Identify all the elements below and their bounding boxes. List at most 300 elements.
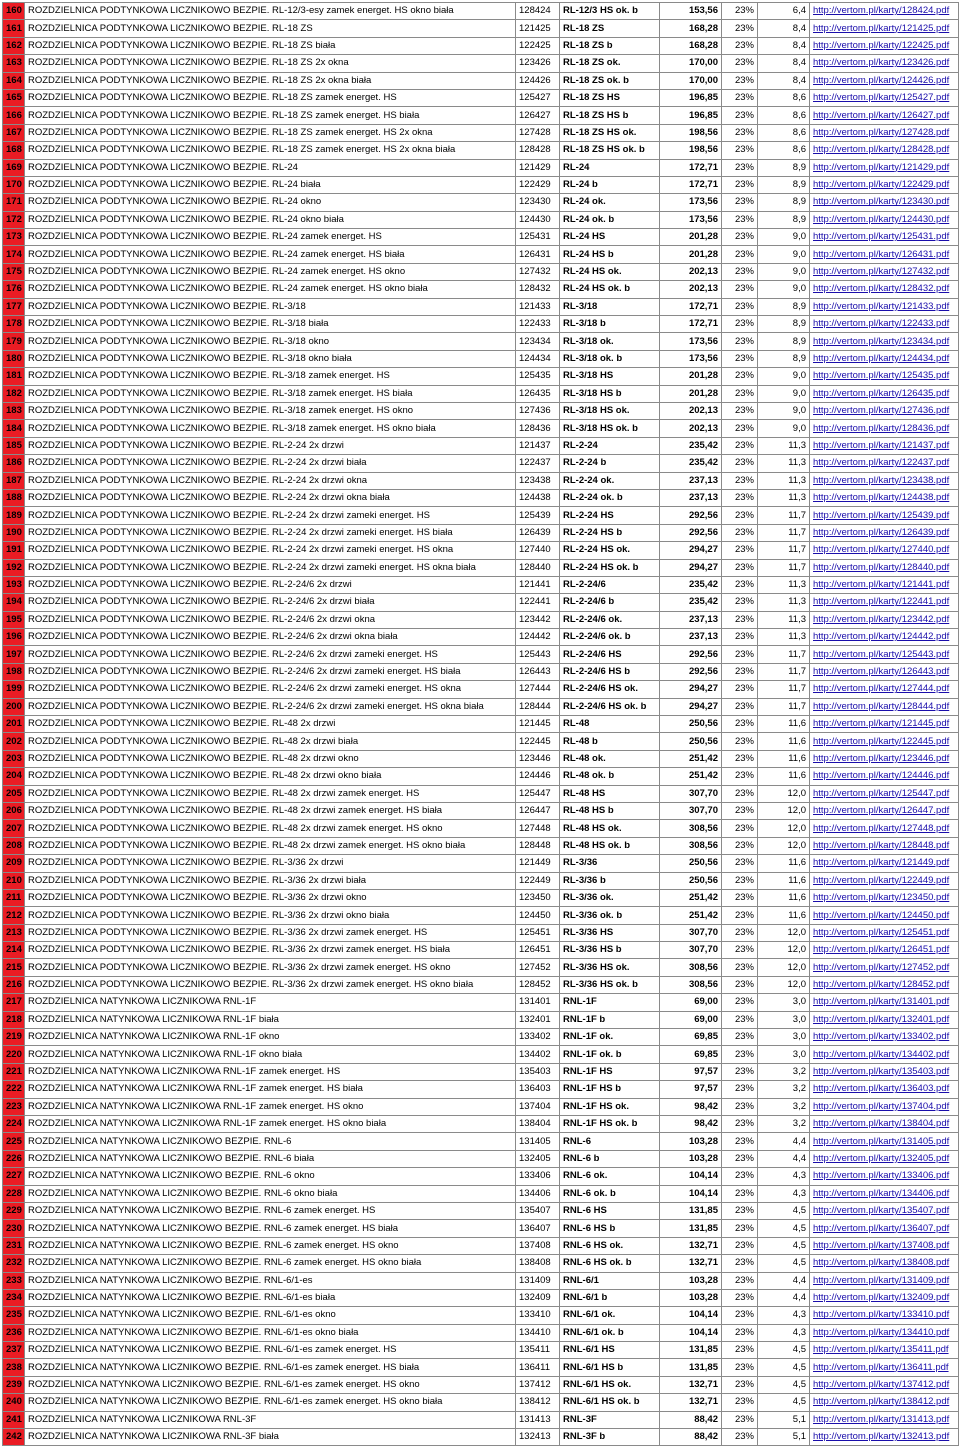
datasheet-link[interactable]: http://vertom.pl/karty/125435.pdf bbox=[810, 368, 959, 385]
product-price: 104,14 bbox=[660, 1185, 722, 1202]
datasheet-link[interactable]: http://vertom.pl/karty/123438.pdf bbox=[810, 472, 959, 489]
product-index: 122437 bbox=[516, 455, 560, 472]
vat-rate: 23% bbox=[722, 1289, 758, 1306]
datasheet-link[interactable]: http://vertom.pl/karty/133402.pdf bbox=[810, 1029, 959, 1046]
row-number: 201 bbox=[3, 716, 25, 733]
product-name: ROZDZIELNICA PODTYNKOWA LICZNIKOWO BEZPIE. RL-48 2x drzwi bbox=[25, 716, 516, 733]
vat-rate: 23% bbox=[722, 663, 758, 680]
product-code: RNL-6 ok. bbox=[560, 1168, 660, 1185]
datasheet-link[interactable]: http://vertom.pl/karty/126439.pdf bbox=[810, 524, 959, 541]
table-row bbox=[3, 820, 959, 837]
product-name: ROZDZIELNICA NATYNKOWA LICZNIKOWO BEZPIE. RNL-6 zamek energet. HS okno bbox=[25, 1237, 516, 1254]
product-index: 135407 bbox=[516, 1202, 560, 1219]
product-index: 127452 bbox=[516, 959, 560, 976]
product-code: RL-48 bbox=[560, 716, 660, 733]
product-price: 201,28 bbox=[660, 368, 722, 385]
vat-rate: 23% bbox=[722, 907, 758, 924]
product-code: RNL-6 bbox=[560, 1133, 660, 1150]
table-row bbox=[3, 750, 959, 767]
product-weight: 5,1 bbox=[758, 1411, 810, 1428]
datasheet-link[interactable]: http://vertom.pl/karty/126443.pdf bbox=[810, 663, 959, 680]
datasheet-link[interactable]: http://vertom.pl/karty/137412.pdf bbox=[810, 1376, 959, 1393]
product-weight: 11,7 bbox=[758, 542, 810, 559]
product-price: 251,42 bbox=[660, 750, 722, 767]
product-code: RL-2-24/6 HS ok. b bbox=[560, 698, 660, 715]
datasheet-link[interactable]: http://vertom.pl/karty/134406.pdf bbox=[810, 1185, 959, 1202]
product-weight: 12,0 bbox=[758, 959, 810, 976]
product-index: 124450 bbox=[516, 907, 560, 924]
product-code: RL-24 HS b bbox=[560, 246, 660, 263]
row-number: 174 bbox=[3, 246, 25, 263]
datasheet-link[interactable]: http://vertom.pl/karty/131409.pdf bbox=[810, 1272, 959, 1289]
table-row bbox=[3, 72, 959, 89]
product-index: 127444 bbox=[516, 681, 560, 698]
product-index: 135403 bbox=[516, 1063, 560, 1080]
product-price: 235,42 bbox=[660, 455, 722, 472]
product-name: ROZDZIELNICA NATYNKOWA LICZNIKOWA RNL-3F bbox=[25, 1411, 516, 1428]
product-index: 132401 bbox=[516, 1011, 560, 1028]
row-number: 200 bbox=[3, 698, 25, 715]
product-weight: 8,6 bbox=[758, 89, 810, 106]
vat-rate: 23% bbox=[722, 1150, 758, 1167]
row-number: 185 bbox=[3, 437, 25, 454]
datasheet-link[interactable]: http://vertom.pl/karty/125439.pdf bbox=[810, 507, 959, 524]
row-number: 224 bbox=[3, 1116, 25, 1133]
table-row bbox=[3, 1011, 959, 1028]
product-name: ROZDZIELNICA PODTYNKOWA LICZNIKOWO BEZPIE. RL-3/36 2x drzwi okno bbox=[25, 889, 516, 906]
table-row bbox=[3, 698, 959, 715]
table-row bbox=[3, 1029, 959, 1046]
row-number: 182 bbox=[3, 385, 25, 402]
datasheet-link[interactable]: http://vertom.pl/karty/135411.pdf bbox=[810, 1342, 959, 1359]
datasheet-link[interactable]: http://vertom.pl/karty/127448.pdf bbox=[810, 820, 959, 837]
datasheet-link[interactable]: http://vertom.pl/karty/128428.pdf bbox=[810, 142, 959, 159]
row-number: 204 bbox=[3, 768, 25, 785]
product-name: ROZDZIELNICA PODTYNKOWA LICZNIKOWO BEZPIE. RL-2-24/6 2x drzwi okna bbox=[25, 611, 516, 628]
datasheet-link[interactable]: http://vertom.pl/karty/126435.pdf bbox=[810, 385, 959, 402]
row-number: 195 bbox=[3, 611, 25, 628]
product-weight: 8,9 bbox=[758, 176, 810, 193]
row-number: 205 bbox=[3, 785, 25, 802]
datasheet-link[interactable]: http://vertom.pl/karty/121449.pdf bbox=[810, 855, 959, 872]
row-number: 193 bbox=[3, 576, 25, 593]
product-name: ROZDZIELNICA NATYNKOWA LICZNIKOWO BEZPIE. RNL-6/1-es zamek energet. HS okno bbox=[25, 1376, 516, 1393]
product-price: 104,14 bbox=[660, 1307, 722, 1324]
datasheet-link[interactable]: http://vertom.pl/karty/123442.pdf bbox=[810, 611, 959, 628]
table-row bbox=[3, 368, 959, 385]
product-weight: 3,0 bbox=[758, 1046, 810, 1063]
row-number: 164 bbox=[3, 72, 25, 89]
datasheet-link[interactable]: http://vertom.pl/karty/136403.pdf bbox=[810, 1081, 959, 1098]
product-index: 122441 bbox=[516, 594, 560, 611]
datasheet-link[interactable]: http://vertom.pl/karty/124438.pdf bbox=[810, 489, 959, 506]
datasheet-link[interactable]: http://vertom.pl/karty/127428.pdf bbox=[810, 124, 959, 141]
row-number: 234 bbox=[3, 1289, 25, 1306]
datasheet-link[interactable]: http://vertom.pl/karty/138412.pdf bbox=[810, 1394, 959, 1411]
datasheet-link[interactable]: http://vertom.pl/karty/121437.pdf bbox=[810, 437, 959, 454]
product-code: RL-2-24/6 HS ok. bbox=[560, 681, 660, 698]
datasheet-link[interactable]: http://vertom.pl/karty/124430.pdf bbox=[810, 211, 959, 228]
vat-rate: 23% bbox=[722, 229, 758, 246]
product-index: 137404 bbox=[516, 1098, 560, 1115]
product-price: 131,85 bbox=[660, 1220, 722, 1237]
table-row bbox=[3, 1185, 959, 1202]
datasheet-link[interactable]: http://vertom.pl/karty/123434.pdf bbox=[810, 333, 959, 350]
datasheet-link[interactable]: http://vertom.pl/karty/132413.pdf bbox=[810, 1429, 959, 1446]
product-price: 250,56 bbox=[660, 733, 722, 750]
row-number: 181 bbox=[3, 368, 25, 385]
row-number: 196 bbox=[3, 629, 25, 646]
product-code: RL-24 ok. bbox=[560, 194, 660, 211]
table-row bbox=[3, 1237, 959, 1254]
product-code: RNL-1F HS ok. b bbox=[560, 1116, 660, 1133]
vat-rate: 23% bbox=[722, 1046, 758, 1063]
product-name: ROZDZIELNICA PODTYNKOWA LICZNIKOWO BEZPIE. RL-2-24/6 2x drzwi zameki energet. HS bbox=[25, 646, 516, 663]
product-price: 235,42 bbox=[660, 437, 722, 454]
product-price: 294,27 bbox=[660, 542, 722, 559]
product-name: ROZDZIELNICA PODTYNKOWA LICZNIKOWO BEZPIE. RL-2-24/6 2x drzwi biała bbox=[25, 594, 516, 611]
product-weight: 4,4 bbox=[758, 1272, 810, 1289]
product-price: 308,56 bbox=[660, 976, 722, 993]
table-row bbox=[3, 802, 959, 819]
datasheet-link[interactable]: http://vertom.pl/karty/122445.pdf bbox=[810, 733, 959, 750]
product-weight: 3,2 bbox=[758, 1098, 810, 1115]
product-code: RL-2-24 ok. bbox=[560, 472, 660, 489]
table-row bbox=[3, 1272, 959, 1289]
table-row bbox=[3, 768, 959, 785]
product-price: 104,14 bbox=[660, 1168, 722, 1185]
row-number: 227 bbox=[3, 1168, 25, 1185]
datasheet-link[interactable]: http://vertom.pl/karty/127432.pdf bbox=[810, 263, 959, 280]
product-code: RNL-6/1 HS b bbox=[560, 1359, 660, 1376]
datasheet-link[interactable]: http://vertom.pl/karty/128448.pdf bbox=[810, 837, 959, 854]
product-name: ROZDZIELNICA PODTYNKOWA LICZNIKOWO BEZPIE. RL-24 zamek energet. HS biała bbox=[25, 246, 516, 263]
datasheet-link[interactable]: http://vertom.pl/karty/126447.pdf bbox=[810, 802, 959, 819]
product-index: 133406 bbox=[516, 1168, 560, 1185]
product-code: RL-18 ZS HS b bbox=[560, 107, 660, 124]
vat-rate: 23% bbox=[722, 246, 758, 263]
table-row bbox=[3, 1150, 959, 1167]
product-weight: 4,3 bbox=[758, 1168, 810, 1185]
table-row bbox=[3, 716, 959, 733]
product-weight: 11,7 bbox=[758, 681, 810, 698]
product-price: 131,85 bbox=[660, 1359, 722, 1376]
product-weight: 11,3 bbox=[758, 455, 810, 472]
datasheet-link[interactable]: http://vertom.pl/karty/125431.pdf bbox=[810, 229, 959, 246]
row-number: 238 bbox=[3, 1359, 25, 1376]
product-weight: 11,7 bbox=[758, 524, 810, 541]
product-weight: 4,4 bbox=[758, 1150, 810, 1167]
product-code: RNL-6 b bbox=[560, 1150, 660, 1167]
datasheet-link[interactable]: http://vertom.pl/karty/131401.pdf bbox=[810, 994, 959, 1011]
product-index: 131409 bbox=[516, 1272, 560, 1289]
product-price: 98,42 bbox=[660, 1098, 722, 1115]
datasheet-link[interactable]: http://vertom.pl/karty/133406.pdf bbox=[810, 1168, 959, 1185]
vat-rate: 23% bbox=[722, 785, 758, 802]
datasheet-link[interactable]: http://vertom.pl/karty/126427.pdf bbox=[810, 107, 959, 124]
table-row bbox=[3, 176, 959, 193]
datasheet-link[interactable]: http://vertom.pl/karty/124434.pdf bbox=[810, 350, 959, 367]
row-number: 233 bbox=[3, 1272, 25, 1289]
table-row bbox=[3, 681, 959, 698]
product-price: 173,56 bbox=[660, 211, 722, 228]
datasheet-link[interactable]: http://vertom.pl/karty/122425.pdf bbox=[810, 37, 959, 54]
product-index: 128444 bbox=[516, 698, 560, 715]
row-number: 173 bbox=[3, 229, 25, 246]
product-name: ROZDZIELNICA PODTYNKOWA LICZNIKOWO BEZPIE. RL-18 ZS 2x okna bbox=[25, 55, 516, 72]
product-name: ROZDZIELNICA PODTYNKOWA LICZNIKOWO BEZPIE. RL-18 ZS zamek energet. HS bbox=[25, 89, 516, 106]
datasheet-link[interactable]: http://vertom.pl/karty/125427.pdf bbox=[810, 89, 959, 106]
product-index: 132413 bbox=[516, 1429, 560, 1446]
product-code: RNL-1F bbox=[560, 994, 660, 1011]
row-number: 176 bbox=[3, 281, 25, 298]
product-name: ROZDZIELNICA PODTYNKOWA LICZNIKOWO BEZPIE. RL-2-24/6 2x drzwi okna biała bbox=[25, 629, 516, 646]
datasheet-link[interactable]: http://vertom.pl/karty/135403.pdf bbox=[810, 1063, 959, 1080]
row-number: 161 bbox=[3, 20, 25, 37]
row-number: 184 bbox=[3, 420, 25, 437]
vat-rate: 23% bbox=[722, 159, 758, 176]
product-price: 237,13 bbox=[660, 472, 722, 489]
product-code: RL-18 ZS bbox=[560, 20, 660, 37]
product-price: 250,56 bbox=[660, 716, 722, 733]
product-weight: 8,9 bbox=[758, 316, 810, 333]
product-name: ROZDZIELNICA PODTYNKOWA LICZNIKOWO BEZPIE. RL-48 2x drzwi okno bbox=[25, 750, 516, 767]
product-code: RNL-6/1 HS bbox=[560, 1342, 660, 1359]
product-weight: 9,0 bbox=[758, 281, 810, 298]
product-name: ROZDZIELNICA NATYNKOWA LICZNIKOWA RNL-1F zamek energet. HS okno bbox=[25, 1098, 516, 1115]
row-number: 220 bbox=[3, 1046, 25, 1063]
product-index: 138408 bbox=[516, 1255, 560, 1272]
product-index: 138412 bbox=[516, 1394, 560, 1411]
product-name: ROZDZIELNICA PODTYNKOWA LICZNIKOWO BEZPIE. RL-48 2x drzwi zamek energet. HS bbox=[25, 785, 516, 802]
table-row bbox=[3, 663, 959, 680]
product-price: 294,27 bbox=[660, 681, 722, 698]
vat-rate: 23% bbox=[722, 1429, 758, 1446]
datasheet-link[interactable]: http://vertom.pl/karty/124442.pdf bbox=[810, 629, 959, 646]
product-name: ROZDZIELNICA PODTYNKOWA LICZNIKOWO BEZPIE. RL-2-24/6 2x drzwi zameki energet. HS okna bbox=[25, 681, 516, 698]
product-index: 128428 bbox=[516, 142, 560, 159]
product-index: 122449 bbox=[516, 872, 560, 889]
table-row bbox=[3, 55, 959, 72]
row-number: 222 bbox=[3, 1081, 25, 1098]
datasheet-link[interactable]: http://vertom.pl/karty/122437.pdf bbox=[810, 455, 959, 472]
product-weight: 11,3 bbox=[758, 576, 810, 593]
product-code: RNL-1F HS b bbox=[560, 1081, 660, 1098]
row-number: 169 bbox=[3, 159, 25, 176]
row-number: 167 bbox=[3, 124, 25, 141]
datasheet-link[interactable]: http://vertom.pl/karty/125447.pdf bbox=[810, 785, 959, 802]
datasheet-link[interactable]: http://vertom.pl/karty/128436.pdf bbox=[810, 420, 959, 437]
product-price: 251,42 bbox=[660, 889, 722, 906]
datasheet-link[interactable]: http://vertom.pl/karty/125443.pdf bbox=[810, 646, 959, 663]
product-index: 137408 bbox=[516, 1237, 560, 1254]
product-weight: 11,3 bbox=[758, 611, 810, 628]
vat-rate: 23% bbox=[722, 489, 758, 506]
datasheet-link[interactable]: http://vertom.pl/karty/128444.pdf bbox=[810, 698, 959, 715]
datasheet-link[interactable]: http://vertom.pl/karty/123426.pdf bbox=[810, 55, 959, 72]
product-index: 127436 bbox=[516, 402, 560, 419]
vat-rate: 23% bbox=[722, 507, 758, 524]
product-price: 132,71 bbox=[660, 1394, 722, 1411]
table-row bbox=[3, 959, 959, 976]
product-weight: 9,0 bbox=[758, 246, 810, 263]
datasheet-link[interactable]: http://vertom.pl/karty/123430.pdf bbox=[810, 194, 959, 211]
product-price: 69,85 bbox=[660, 1046, 722, 1063]
product-index: 121437 bbox=[516, 437, 560, 454]
datasheet-link[interactable]: http://vertom.pl/karty/124450.pdf bbox=[810, 907, 959, 924]
product-code: RL-3/36 ok. b bbox=[560, 907, 660, 924]
table-row bbox=[3, 1220, 959, 1237]
datasheet-link[interactable]: http://vertom.pl/karty/122429.pdf bbox=[810, 176, 959, 193]
datasheet-link[interactable]: http://vertom.pl/karty/123450.pdf bbox=[810, 889, 959, 906]
row-number: 240 bbox=[3, 1394, 25, 1411]
product-name: ROZDZIELNICA NATYNKOWA LICZNIKOWO BEZPIE. RNL-6 okno biała bbox=[25, 1185, 516, 1202]
datasheet-link[interactable]: http://vertom.pl/karty/123446.pdf bbox=[810, 750, 959, 767]
product-name: ROZDZIELNICA NATYNKOWA LICZNIKOWO BEZPIE. RNL-6 zamek energet. HS biała bbox=[25, 1220, 516, 1237]
product-name: ROZDZIELNICA PODTYNKOWA LICZNIKOWO BEZPIE. RL-2-24 2x drzwi biała bbox=[25, 455, 516, 472]
table-row bbox=[3, 1376, 959, 1393]
datasheet-link[interactable]: http://vertom.pl/karty/128452.pdf bbox=[810, 976, 959, 993]
datasheet-link[interactable]: http://vertom.pl/karty/121433.pdf bbox=[810, 298, 959, 315]
datasheet-link[interactable]: http://vertom.pl/karty/137404.pdf bbox=[810, 1098, 959, 1115]
vat-rate: 23% bbox=[722, 1359, 758, 1376]
datasheet-link[interactable]: http://vertom.pl/karty/127440.pdf bbox=[810, 542, 959, 559]
row-number: 178 bbox=[3, 316, 25, 333]
datasheet-link[interactable]: http://vertom.pl/karty/127444.pdf bbox=[810, 681, 959, 698]
product-index: 123430 bbox=[516, 194, 560, 211]
product-price: 88,42 bbox=[660, 1411, 722, 1428]
product-index: 127440 bbox=[516, 542, 560, 559]
datasheet-link[interactable]: http://vertom.pl/karty/121429.pdf bbox=[810, 159, 959, 176]
product-weight: 4,3 bbox=[758, 1307, 810, 1324]
product-index: 122425 bbox=[516, 37, 560, 54]
table-row bbox=[3, 507, 959, 524]
product-name: ROZDZIELNICA PODTYNKOWA LICZNIKOWO BEZPIE. RL-18 ZS zamek energet. HS 2x okna bbox=[25, 124, 516, 141]
product-weight: 4,4 bbox=[758, 1289, 810, 1306]
product-weight: 11,7 bbox=[758, 646, 810, 663]
product-code: RL-2-24/6 b bbox=[560, 594, 660, 611]
product-name: ROZDZIELNICA NATYNKOWA LICZNIKOWO BEZPIE. RNL-6 biała bbox=[25, 1150, 516, 1167]
row-number: 225 bbox=[3, 1133, 25, 1150]
product-weight: 4,3 bbox=[758, 1324, 810, 1341]
datasheet-link[interactable]: http://vertom.pl/karty/124446.pdf bbox=[810, 768, 959, 785]
datasheet-link[interactable]: http://vertom.pl/karty/128432.pdf bbox=[810, 281, 959, 298]
datasheet-link[interactable]: http://vertom.pl/karty/133410.pdf bbox=[810, 1307, 959, 1324]
product-code: RL-24 HS bbox=[560, 229, 660, 246]
datasheet-link[interactable]: http://vertom.pl/karty/126431.pdf bbox=[810, 246, 959, 263]
product-weight: 11,6 bbox=[758, 907, 810, 924]
vat-rate: 23% bbox=[722, 1081, 758, 1098]
product-name: ROZDZIELNICA NATYNKOWA LICZNIKOWA RNL-3F biała bbox=[25, 1429, 516, 1446]
vat-rate: 23% bbox=[722, 976, 758, 993]
row-number: 171 bbox=[3, 194, 25, 211]
vat-rate: 23% bbox=[722, 1342, 758, 1359]
product-price: 172,71 bbox=[660, 176, 722, 193]
product-index: 126431 bbox=[516, 246, 560, 263]
product-code: RL-2-24 HS ok. bbox=[560, 542, 660, 559]
datasheet-link[interactable]: http://vertom.pl/karty/132409.pdf bbox=[810, 1289, 959, 1306]
datasheet-link[interactable]: http://vertom.pl/karty/131413.pdf bbox=[810, 1411, 959, 1428]
datasheet-link[interactable]: http://vertom.pl/karty/122441.pdf bbox=[810, 594, 959, 611]
product-index: 121429 bbox=[516, 159, 560, 176]
product-index: 126435 bbox=[516, 385, 560, 402]
table-row bbox=[3, 907, 959, 924]
product-price: 173,56 bbox=[660, 350, 722, 367]
product-name: ROZDZIELNICA NATYNKOWA LICZNIKOWA RNL-1F biała bbox=[25, 1011, 516, 1028]
datasheet-link[interactable]: http://vertom.pl/karty/138408.pdf bbox=[810, 1255, 959, 1272]
product-index: 133410 bbox=[516, 1307, 560, 1324]
row-number: 177 bbox=[3, 298, 25, 315]
datasheet-link[interactable]: http://vertom.pl/karty/137408.pdf bbox=[810, 1237, 959, 1254]
datasheet-link[interactable]: http://vertom.pl/karty/121441.pdf bbox=[810, 576, 959, 593]
product-price: 235,42 bbox=[660, 594, 722, 611]
datasheet-link[interactable]: http://vertom.pl/karty/132401.pdf bbox=[810, 1011, 959, 1028]
datasheet-link[interactable]: http://vertom.pl/karty/132405.pdf bbox=[810, 1150, 959, 1167]
row-number: 235 bbox=[3, 1307, 25, 1324]
product-code: RL-18 ZS b bbox=[560, 37, 660, 54]
datasheet-link[interactable]: http://vertom.pl/karty/127436.pdf bbox=[810, 402, 959, 419]
product-weight: 11,6 bbox=[758, 889, 810, 906]
product-code: RNL-6/1 ok. b bbox=[560, 1324, 660, 1341]
vat-rate: 23% bbox=[722, 802, 758, 819]
datasheet-link[interactable]: http://vertom.pl/karty/125451.pdf bbox=[810, 924, 959, 941]
product-weight: 11,6 bbox=[758, 855, 810, 872]
datasheet-link[interactable]: http://vertom.pl/karty/121445.pdf bbox=[810, 716, 959, 733]
datasheet-link[interactable]: http://vertom.pl/karty/122449.pdf bbox=[810, 872, 959, 889]
datasheet-link[interactable]: http://vertom.pl/karty/128440.pdf bbox=[810, 559, 959, 576]
row-number: 211 bbox=[3, 889, 25, 906]
product-index: 133402 bbox=[516, 1029, 560, 1046]
table-row bbox=[3, 1133, 959, 1150]
datasheet-link[interactable]: http://vertom.pl/karty/136411.pdf bbox=[810, 1359, 959, 1376]
product-price: 103,28 bbox=[660, 1133, 722, 1150]
datasheet-link[interactable]: http://vertom.pl/karty/138404.pdf bbox=[810, 1116, 959, 1133]
product-code: RL-48 ok. bbox=[560, 750, 660, 767]
product-code: RL-18 ZS HS ok. bbox=[560, 124, 660, 141]
datasheet-link[interactable]: http://vertom.pl/karty/127452.pdf bbox=[810, 959, 959, 976]
product-name: ROZDZIELNICA PODTYNKOWA LICZNIKOWO BEZPIE. RL-48 2x drzwi okno biała bbox=[25, 768, 516, 785]
datasheet-link[interactable]: http://vertom.pl/karty/121425.pdf bbox=[810, 20, 959, 37]
product-weight: 12,0 bbox=[758, 837, 810, 854]
datasheet-link[interactable]: http://vertom.pl/karty/122433.pdf bbox=[810, 316, 959, 333]
datasheet-link[interactable]: http://vertom.pl/karty/128424.pdf bbox=[810, 3, 959, 20]
product-code: RL-3/36 HS b bbox=[560, 942, 660, 959]
table-row bbox=[3, 402, 959, 419]
product-code: RNL-1F b bbox=[560, 1011, 660, 1028]
vat-rate: 23% bbox=[722, 37, 758, 54]
row-number: 232 bbox=[3, 1255, 25, 1272]
product-weight: 12,0 bbox=[758, 924, 810, 941]
datasheet-link[interactable]: http://vertom.pl/karty/134410.pdf bbox=[810, 1324, 959, 1341]
datasheet-link[interactable]: http://vertom.pl/karty/136407.pdf bbox=[810, 1220, 959, 1237]
product-weight: 11,7 bbox=[758, 698, 810, 715]
row-number: 214 bbox=[3, 942, 25, 959]
datasheet-link[interactable]: http://vertom.pl/karty/135407.pdf bbox=[810, 1202, 959, 1219]
product-index: 125451 bbox=[516, 924, 560, 941]
vat-rate: 23% bbox=[722, 89, 758, 106]
datasheet-link[interactable]: http://vertom.pl/karty/134402.pdf bbox=[810, 1046, 959, 1063]
datasheet-link[interactable]: http://vertom.pl/karty/126451.pdf bbox=[810, 942, 959, 959]
table-row bbox=[3, 263, 959, 280]
datasheet-link[interactable]: http://vertom.pl/karty/124426.pdf bbox=[810, 72, 959, 89]
product-weight: 9,0 bbox=[758, 263, 810, 280]
row-number: 230 bbox=[3, 1220, 25, 1237]
product-index: 136407 bbox=[516, 1220, 560, 1237]
product-weight: 11,3 bbox=[758, 472, 810, 489]
vat-rate: 23% bbox=[722, 472, 758, 489]
datasheet-link[interactable]: http://vertom.pl/karty/131405.pdf bbox=[810, 1133, 959, 1150]
product-name: ROZDZIELNICA PODTYNKOWA LICZNIKOWO BEZPIE. RL-18 ZS biała bbox=[25, 37, 516, 54]
